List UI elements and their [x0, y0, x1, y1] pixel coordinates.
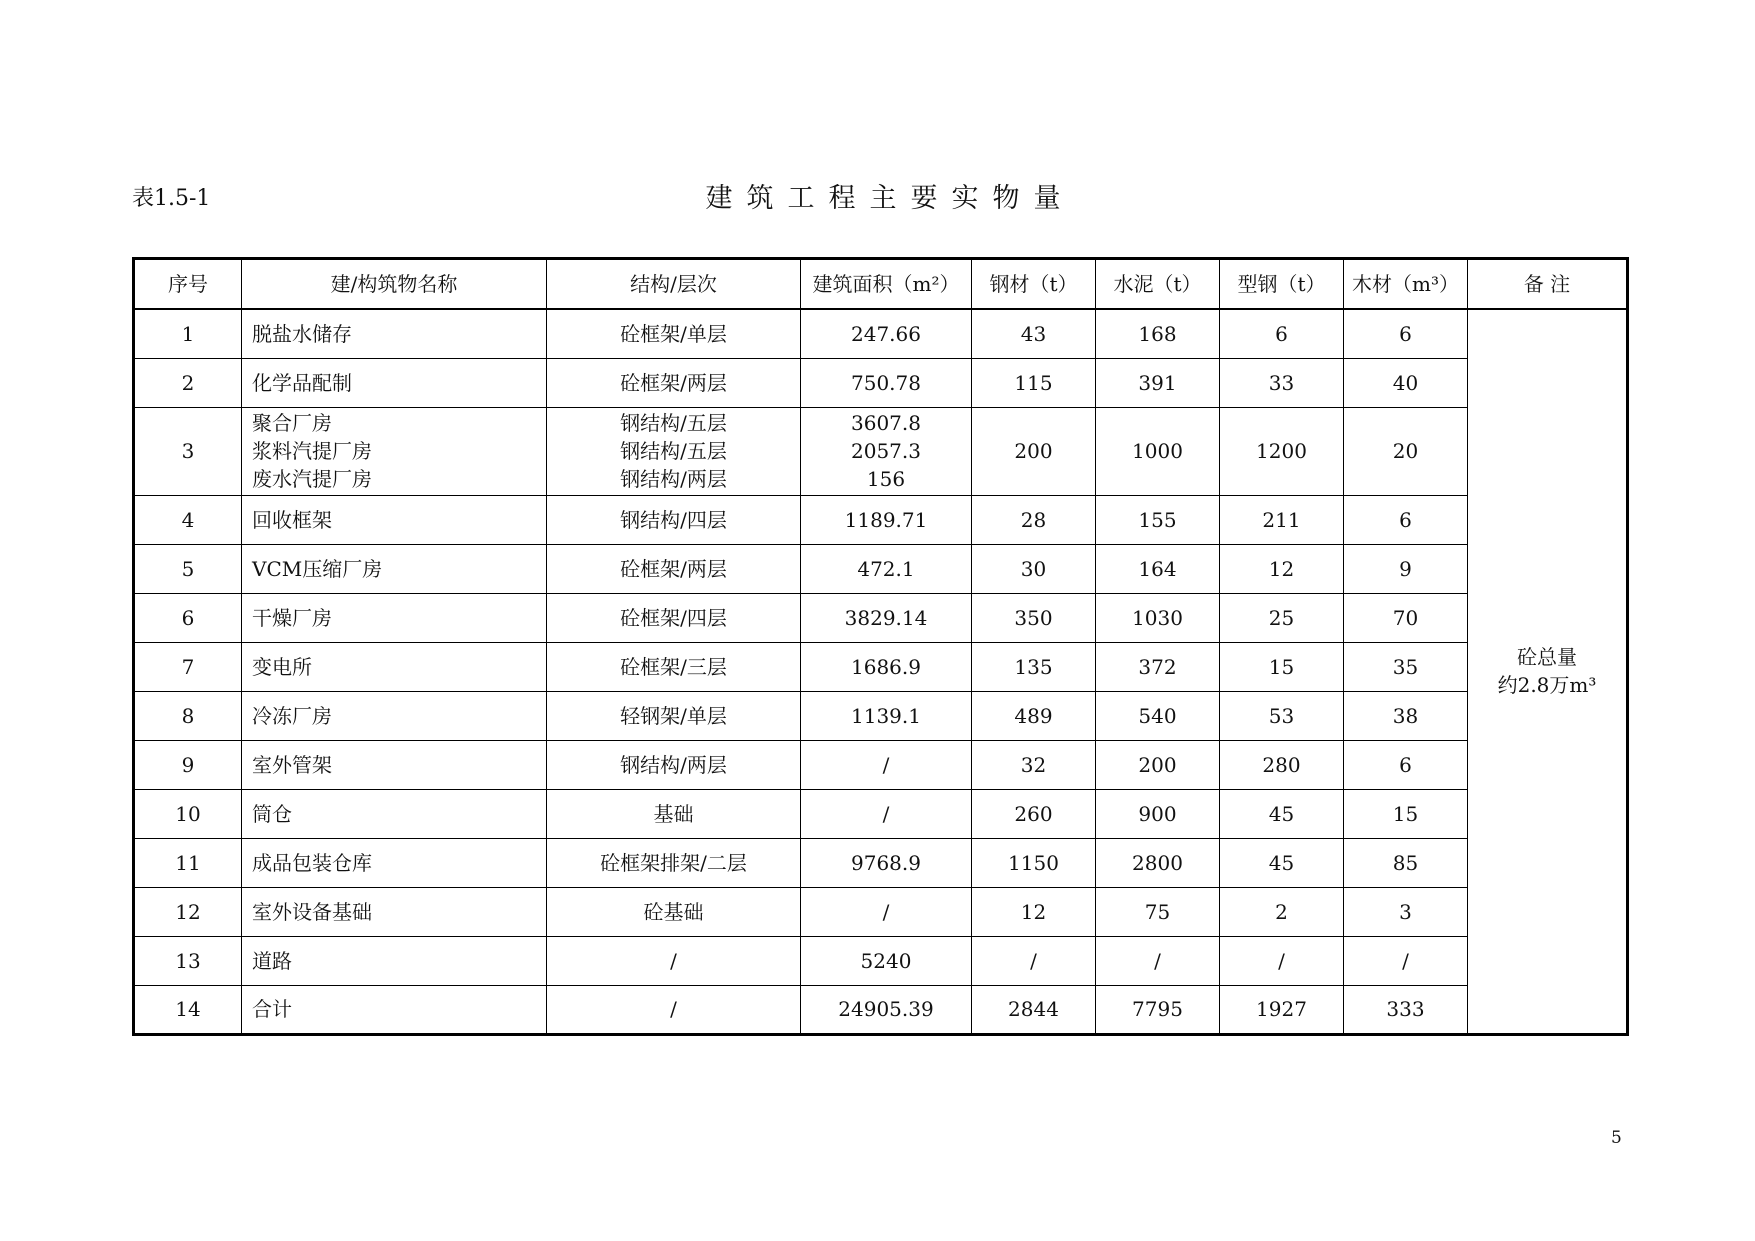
cell-cement: 372 [1096, 642, 1220, 691]
cell-structure: 砼框架/两层 [547, 358, 801, 407]
cell-area: 1686.9 [801, 642, 972, 691]
cell-name: 道路 [242, 936, 547, 985]
table-row [134, 838, 1628, 887]
cell-cement: 7795 [1096, 985, 1220, 1034]
cell-area [801, 407, 972, 495]
cell-timber: 6 [1344, 495, 1468, 544]
cell-no: 8 [134, 691, 242, 740]
document-title: 建筑工程主要实物量 [705, 183, 1075, 214]
table-row [134, 407, 1628, 495]
area-line: 3607.8 [851, 411, 921, 435]
cell-cement: 2800 [1096, 838, 1220, 887]
cell-cement: 1030 [1096, 593, 1220, 642]
cell-name: 脱盐水储存 [242, 309, 547, 358]
cell-steel: 28 [972, 495, 1096, 544]
cell-cement: 540 [1096, 691, 1220, 740]
cell-name: 化学品配制 [242, 358, 547, 407]
cell-steel: 350 [972, 593, 1096, 642]
remark-line-1: 砼总量 [1517, 645, 1577, 670]
cell-area: / [801, 789, 972, 838]
remark-line-2: 约2.8万m³ [1497, 673, 1597, 698]
cell-steel: 489 [972, 691, 1096, 740]
cell-structure: / [547, 936, 801, 985]
cell-timber: / [1344, 936, 1468, 985]
cell-structure: 砼框架/单层 [547, 309, 801, 358]
cell-area: 247.66 [801, 309, 972, 358]
cell-no: 10 [134, 789, 242, 838]
cell-timber: 9 [1344, 544, 1468, 593]
cell-timber: 15 [1344, 789, 1468, 838]
table-row [134, 544, 1628, 593]
cell-no: 11 [134, 838, 242, 887]
header-name: 建/构筑物名称 [242, 259, 547, 310]
table-row [134, 789, 1628, 838]
cell-structure: 砼框架排架/二层 [547, 838, 801, 887]
cell-steel: 43 [972, 309, 1096, 358]
cell-timber: 85 [1344, 838, 1468, 887]
cell-timber: 38 [1344, 691, 1468, 740]
cell-area: / [801, 887, 972, 936]
cell-cement: 1000 [1096, 407, 1220, 495]
cell-no: 5 [134, 544, 242, 593]
cell-section-steel: 45 [1220, 838, 1344, 887]
cell-timber: 333 [1344, 985, 1468, 1034]
header-no: 序号 [134, 259, 242, 310]
cell-structure: / [547, 985, 801, 1034]
cell-structure: 基础 [547, 789, 801, 838]
table-row [134, 936, 1628, 985]
cell-timber: 6 [1344, 740, 1468, 789]
table-row [134, 358, 1628, 407]
cell-cement: 75 [1096, 887, 1220, 936]
cell-section-steel: 33 [1220, 358, 1344, 407]
cell-structure [547, 407, 801, 495]
cell-structure: 砼基础 [547, 887, 801, 936]
cell-no: 2 [134, 358, 242, 407]
cell-steel: 30 [972, 544, 1096, 593]
name-line: 废水汽提厂房 [252, 467, 372, 491]
cell-no: 7 [134, 642, 242, 691]
cell-steel: 200 [972, 407, 1096, 495]
cell-section-steel: 1927 [1220, 985, 1344, 1034]
structure-line: 钢结构/两层 [620, 467, 727, 491]
cell-steel: 135 [972, 642, 1096, 691]
header-structure: 结构/层次 [547, 259, 801, 310]
cell-section-steel: 45 [1220, 789, 1344, 838]
header-remark: 备 注 [1468, 259, 1628, 310]
table-number: 表1.5-1 [132, 186, 211, 211]
table-row [134, 309, 1628, 358]
cell-area: 1139.1 [801, 691, 972, 740]
cell-name: 室外管架 [242, 740, 547, 789]
cell-cement: 200 [1096, 740, 1220, 789]
cell-steel: 32 [972, 740, 1096, 789]
cell-section-steel: 1200 [1220, 407, 1344, 495]
header-timber: 木材（m³） [1344, 259, 1468, 310]
cell-name: 冷冻厂房 [242, 691, 547, 740]
name-line: 浆料汽提厂房 [252, 439, 372, 463]
cell-area: 472.1 [801, 544, 972, 593]
cell-area: 3829.14 [801, 593, 972, 642]
cell-section-steel: 280 [1220, 740, 1344, 789]
table-row [134, 691, 1628, 740]
cell-area: 24905.39 [801, 985, 972, 1034]
cell-cement: / [1096, 936, 1220, 985]
table-row [134, 495, 1628, 544]
area-line: 156 [866, 467, 906, 491]
cell-no: 14 [134, 985, 242, 1034]
cell-structure: 钢结构/两层 [547, 740, 801, 789]
cell-area: 5240 [801, 936, 972, 985]
cell-remark [1468, 309, 1628, 1034]
cell-no: 1 [134, 309, 242, 358]
cell-steel: 115 [972, 358, 1096, 407]
cell-name: 合计 [242, 985, 547, 1034]
structure-line: 钢结构/五层 [620, 411, 727, 435]
cell-name: 变电所 [242, 642, 547, 691]
area-line: 2057.3 [851, 439, 921, 463]
cell-name: 干燥厂房 [242, 593, 547, 642]
cell-cement: 164 [1096, 544, 1220, 593]
cell-no: 6 [134, 593, 242, 642]
cell-steel: 1150 [972, 838, 1096, 887]
quantities-table [132, 257, 1629, 1036]
cell-name: 回收框架 [242, 495, 547, 544]
table-row [134, 642, 1628, 691]
cell-timber: 20 [1344, 407, 1468, 495]
cell-structure: 轻钢架/单层 [547, 691, 801, 740]
header-section-steel: 型钢（t） [1220, 259, 1344, 310]
cell-timber: 40 [1344, 358, 1468, 407]
cell-section-steel: 53 [1220, 691, 1344, 740]
name-line: 聚合厂房 [252, 411, 332, 435]
cell-no: 4 [134, 495, 242, 544]
cell-no: 12 [134, 887, 242, 936]
cell-area: 750.78 [801, 358, 972, 407]
cell-no: 13 [134, 936, 242, 985]
cell-section-steel: / [1220, 936, 1344, 985]
cell-steel: 12 [972, 887, 1096, 936]
table-row [134, 740, 1628, 789]
cell-cement: 391 [1096, 358, 1220, 407]
table-row [134, 887, 1628, 936]
cell-area: 9768.9 [801, 838, 972, 887]
cell-section-steel: 211 [1220, 495, 1344, 544]
cell-section-steel: 6 [1220, 309, 1344, 358]
cell-timber: 70 [1344, 593, 1468, 642]
structure-line: 钢结构/五层 [620, 439, 727, 463]
header-area: 建筑面积（m²） [801, 259, 972, 310]
header-steel: 钢材（t） [972, 259, 1096, 310]
cell-structure: 砼框架/两层 [547, 544, 801, 593]
cell-no: 9 [134, 740, 242, 789]
cell-section-steel: 15 [1220, 642, 1344, 691]
cell-steel: 260 [972, 789, 1096, 838]
cell-cement: 155 [1096, 495, 1220, 544]
page-number: 5 [1611, 1128, 1622, 1148]
cell-cement: 900 [1096, 789, 1220, 838]
cell-structure: 钢结构/四层 [547, 495, 801, 544]
cell-area: 1189.71 [801, 495, 972, 544]
cell-steel: / [972, 936, 1096, 985]
table-row-total [134, 985, 1628, 1034]
cell-name: 成品包装仓库 [242, 838, 547, 887]
cell-name: 筒仓 [242, 789, 547, 838]
cell-section-steel: 12 [1220, 544, 1344, 593]
cell-name: VCM压缩厂房 [242, 544, 547, 593]
cell-structure: 砼框架/三层 [547, 642, 801, 691]
table-row [134, 593, 1628, 642]
cell-timber: 3 [1344, 887, 1468, 936]
cell-area: / [801, 740, 972, 789]
cell-name: 室外设备基础 [242, 887, 547, 936]
cell-no: 3 [134, 407, 242, 495]
cell-cement: 168 [1096, 309, 1220, 358]
cell-timber: 6 [1344, 309, 1468, 358]
cell-section-steel: 25 [1220, 593, 1344, 642]
cell-section-steel: 2 [1220, 887, 1344, 936]
cell-steel: 2844 [972, 985, 1096, 1034]
cell-name [242, 407, 547, 495]
cell-structure: 砼框架/四层 [547, 593, 801, 642]
header-cement: 水泥（t） [1096, 259, 1220, 310]
table-header-row [134, 259, 1628, 310]
cell-timber: 35 [1344, 642, 1468, 691]
